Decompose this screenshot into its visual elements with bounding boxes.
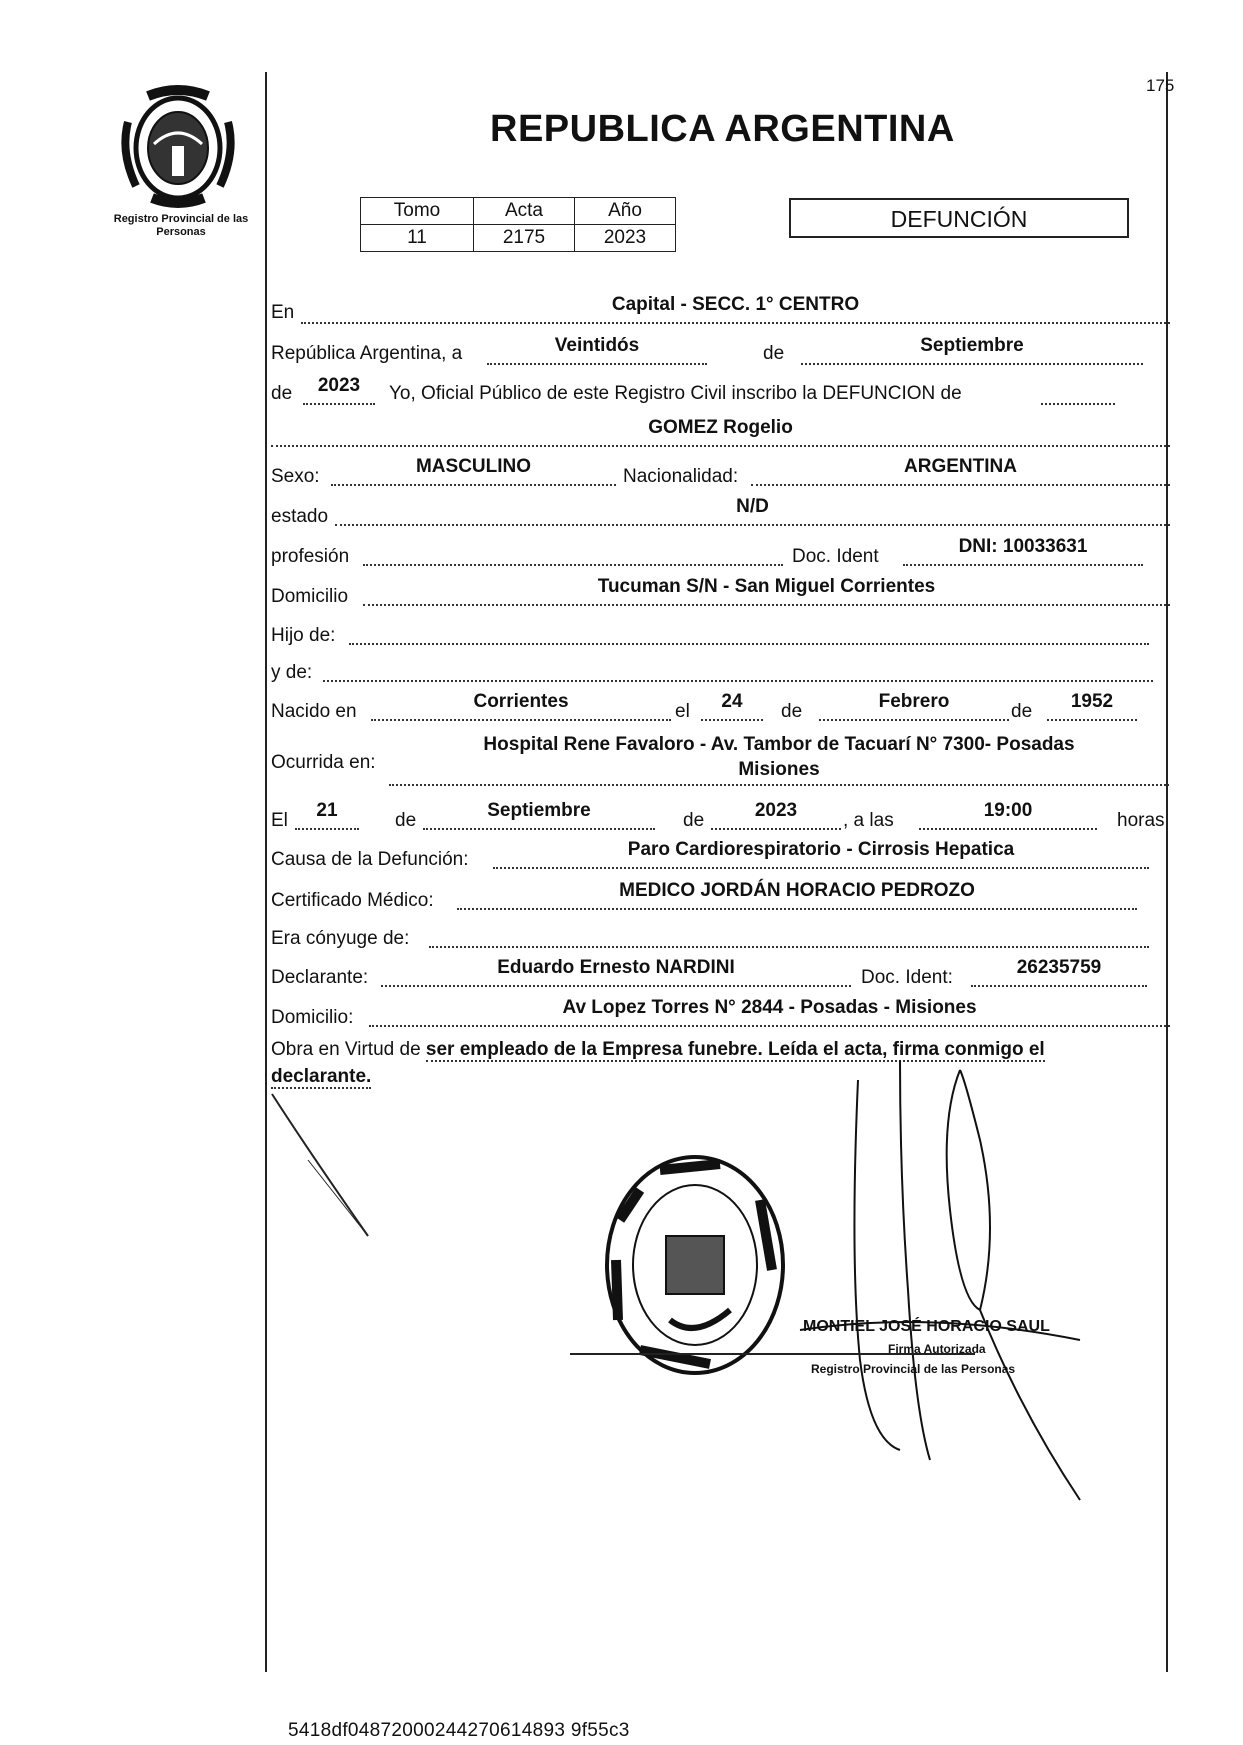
register-header-anio: Año xyxy=(575,198,676,225)
signatory-office: Registro Provincial de las Personas xyxy=(811,1362,1016,1376)
label-el2: El xyxy=(271,810,288,831)
label-doc: Doc. Ident xyxy=(792,546,879,567)
label-domicilio: Domicilio xyxy=(271,586,349,607)
field-estado: N/D xyxy=(335,502,1170,526)
row-hijo xyxy=(271,621,1171,651)
label-estado: estado xyxy=(271,506,329,527)
field-decl-doc: 26235759 xyxy=(971,963,1147,987)
field-domicilio: Tucuman S/N - San Miguel Corrientes xyxy=(363,582,1170,606)
logo-caption: Registro Provincial de las Personas xyxy=(113,213,249,238)
field-nac-dia: 24 xyxy=(701,697,763,721)
official-stamp xyxy=(600,1150,790,1380)
label-profesion: profesión xyxy=(271,546,350,567)
field-sexo: MASCULINO xyxy=(331,462,616,486)
row-estado xyxy=(271,496,1171,532)
label-declarante: Declarante: xyxy=(271,967,369,988)
inscribo-text: Yo, Oficial Público de este Registro Civil inscribo la DEFUNCION de xyxy=(389,383,962,404)
field-profesion xyxy=(363,542,783,566)
label-ocurrida: Ocurrida en: xyxy=(271,752,376,773)
register-table xyxy=(360,197,676,252)
row-republica xyxy=(271,335,1171,371)
register-header-tomo: Tomo xyxy=(361,198,474,225)
field-nac-mes: Febrero xyxy=(819,697,1009,721)
register-anio: 2023 xyxy=(575,225,676,252)
label-yde: y de: xyxy=(271,662,313,683)
cancel-stroke xyxy=(268,1090,378,1240)
label-sexo: Sexo: xyxy=(271,466,320,487)
row-ocurrida xyxy=(271,732,1171,788)
row-nacido xyxy=(271,691,1171,727)
register-tomo: 11 xyxy=(361,225,474,252)
label-el: el xyxy=(675,701,690,722)
field-nac-anio: 1952 xyxy=(1047,697,1137,721)
row-causa xyxy=(271,839,1171,875)
label-certificado: Certificado Médico: xyxy=(271,890,434,911)
signatory-title: Firma Autorizada xyxy=(888,1342,986,1356)
field-declarante: Eduardo Ernesto NARDINI xyxy=(381,963,851,987)
handwritten-signature xyxy=(780,1060,1120,1520)
row-declarante xyxy=(271,957,1171,993)
field-def-mes: Septiembre xyxy=(423,806,655,830)
label-conyuge: Era cónyuge de: xyxy=(271,928,410,949)
field-ocurrida xyxy=(389,732,1169,786)
label-de-def: de xyxy=(395,810,417,831)
row-domicilio xyxy=(271,576,1171,612)
label-de-nac: de xyxy=(781,701,803,722)
coat-of-arms-logo xyxy=(118,82,238,210)
label-de-anio: de xyxy=(271,383,293,404)
field-doc: DNI: 10033631 xyxy=(903,542,1143,566)
label-hijo: Hijo de: xyxy=(271,625,336,646)
field-mes: Septiembre xyxy=(801,341,1143,365)
field-causa: Paro Cardiorespiratorio - Cirrosis Hepatica xyxy=(493,845,1149,869)
obra-prefix: Obra en Virtud de xyxy=(271,1039,421,1060)
label-causa: Causa de la Defunción: xyxy=(271,849,469,870)
row-nombre xyxy=(271,417,1171,453)
label-nacido: Nacido en xyxy=(271,701,357,722)
register-header-acta: Acta xyxy=(474,198,575,225)
label-republica: República Argentina, a xyxy=(271,343,463,364)
row-profesion xyxy=(271,536,1171,572)
field-nombre: GOMEZ Rogelio xyxy=(271,423,1170,447)
ocurrida-line2: Misiones xyxy=(738,759,820,780)
field-dia: Veintidós xyxy=(487,341,707,365)
label-horas: horas xyxy=(1117,810,1165,831)
row-conyuge xyxy=(271,924,1171,954)
label-alas: , a las xyxy=(843,810,894,831)
label-de-nac2: de xyxy=(1011,701,1033,722)
field-decl-domicilio: Av Lopez Torres N° 2844 - Posadas - Misiones xyxy=(369,1003,1170,1027)
field-blank-1 xyxy=(1041,381,1115,405)
row-fecha-defuncion xyxy=(271,800,1171,836)
label-de-def2: de xyxy=(683,810,705,831)
document-hash: 5418df04872000244270614893 9f55c3 xyxy=(288,1720,630,1741)
signatory-name: MONTIEL JOSÉ HORACIO SAUL xyxy=(803,1318,1050,1335)
label-decl-domicilio: Domicilio: xyxy=(271,1007,354,1028)
field-certificado: MEDICO JORDÁN HORACIO PEDROZO xyxy=(457,886,1137,910)
field-nacionalidad: ARGENTINA xyxy=(751,462,1170,486)
ocurrida-line1: Hospital Rene Favaloro - Av. Tambor de Tacuarí N° 7300- Posadas xyxy=(483,734,1075,755)
obra-text: ser empleado de la Empresa funebre. Leída el acta, firma conmigo el xyxy=(425,1039,1045,1060)
register-acta: 2175 xyxy=(474,225,575,252)
label-decl-doc: Doc. Ident: xyxy=(861,967,953,988)
field-hijo xyxy=(349,621,1149,645)
label-en: En xyxy=(271,302,295,323)
label-nacionalidad: Nacionalidad: xyxy=(623,466,739,487)
field-yde xyxy=(323,658,1153,682)
row-en xyxy=(271,294,1171,330)
field-nacido-lugar: Corrientes xyxy=(371,697,671,721)
label-de: de xyxy=(763,343,785,364)
field-def-dia: 21 xyxy=(295,806,359,830)
document-type: DEFUNCIÓN xyxy=(789,198,1129,238)
row-yde xyxy=(271,658,1171,688)
field-anio: 2023 xyxy=(303,381,375,405)
row-certificado xyxy=(271,880,1171,916)
page-title: REPUBLICA ARGENTINA xyxy=(490,108,955,150)
field-def-anio: 2023 xyxy=(711,806,841,830)
row-sexo xyxy=(271,456,1171,492)
field-hora: 19:00 xyxy=(919,806,1097,830)
row-inscribo xyxy=(271,375,1171,411)
field-conyuge xyxy=(429,924,1149,948)
field-lugar: Capital - SECC. 1° CENTRO xyxy=(301,300,1170,324)
row-decl-domicilio xyxy=(271,997,1171,1033)
obra-text-2: declarante. xyxy=(271,1066,372,1087)
page-number: 175 xyxy=(1146,76,1175,95)
left-margin-line xyxy=(265,72,267,1672)
